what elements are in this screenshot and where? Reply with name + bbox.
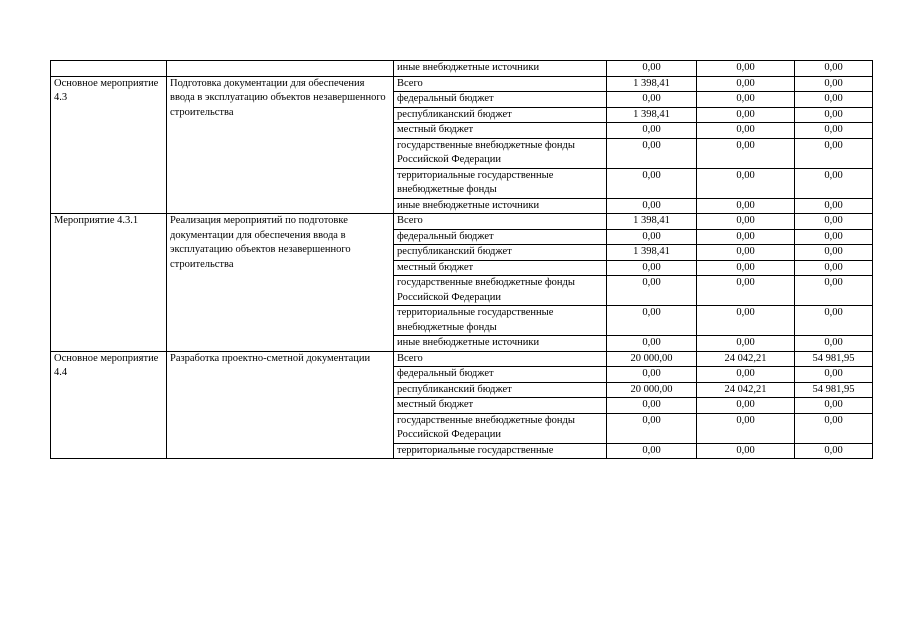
value-cell-3: 0,00	[795, 306, 873, 336]
value-cell-3: 0,00	[795, 107, 873, 123]
source-cell: федеральный бюджет	[394, 92, 607, 108]
value-cell-3: 0,00	[795, 76, 873, 92]
value-cell-1: 1 398,41	[607, 76, 697, 92]
value-cell-3: 54 981,95	[795, 351, 873, 367]
empty-name-cell	[167, 61, 394, 77]
value-cell-1: 20 000,00	[607, 351, 697, 367]
source-cell: Всего	[394, 76, 607, 92]
activity-code-cell: Основное мероприятие 4.4	[51, 351, 167, 459]
budget-table	[50, 60, 873, 459]
value-cell-2: 0,00	[697, 123, 795, 139]
value-cell-2: 0,00	[697, 443, 795, 459]
value-cell-3: 0,00	[795, 413, 873, 443]
source-cell: иные внебюджетные источники	[394, 198, 607, 214]
value-cell-1: 0,00	[607, 168, 697, 198]
source-cell: государственные внебюджетные фонды Российской Федерации	[394, 413, 607, 443]
value-cell-1: 0,00	[607, 367, 697, 383]
value-cell-3: 0,00	[795, 276, 873, 306]
value-cell-3: 0,00	[795, 92, 873, 108]
value-cell-2: 0,00	[697, 245, 795, 261]
value-cell-2: 0,00	[697, 107, 795, 123]
value-cell-3: 0,00	[795, 123, 873, 139]
value-cell-3: 0,00	[795, 214, 873, 230]
value-cell-3: 0,00	[795, 398, 873, 414]
value-cell-3: 0,00	[795, 245, 873, 261]
value-cell-2: 0,00	[697, 61, 795, 77]
source-cell: республиканский бюджет	[394, 245, 607, 261]
value-cell-1: 0,00	[607, 123, 697, 139]
value-cell-1: 0,00	[607, 260, 697, 276]
value-cell-1: 0,00	[607, 138, 697, 168]
source-cell: территориальные государственные внебюджетные фонды	[394, 306, 607, 336]
value-cell-3: 0,00	[795, 198, 873, 214]
value-cell-2: 0,00	[697, 306, 795, 336]
value-cell-2: 0,00	[697, 398, 795, 414]
value-cell-1: 0,00	[607, 92, 697, 108]
activity-code-cell: Основное мероприятие 4.3	[51, 76, 167, 214]
source-cell: иные внебюджетные источники	[394, 61, 607, 77]
value-cell-2: 0,00	[697, 168, 795, 198]
value-cell-3: 0,00	[795, 138, 873, 168]
activity-name-cell: Реализация мероприятий по подготовке документации для обеспечения ввода в эксплуатацию объектов незавершенного строительства	[167, 214, 394, 352]
source-cell: иные внебюджетные источники	[394, 336, 607, 352]
value-cell-1: 1 398,41	[607, 245, 697, 261]
value-cell-1: 0,00	[607, 229, 697, 245]
table-row	[51, 76, 873, 92]
value-cell-1: 0,00	[607, 306, 697, 336]
value-cell-1: 1 398,41	[607, 214, 697, 230]
source-cell: государственные внебюджетные фонды Российской Федерации	[394, 276, 607, 306]
activity-code-cell: Мероприятие 4.3.1	[51, 214, 167, 352]
value-cell-2: 0,00	[697, 138, 795, 168]
source-cell: республиканский бюджет	[394, 382, 607, 398]
table-row	[51, 214, 873, 230]
value-cell-3: 0,00	[795, 443, 873, 459]
value-cell-3: 0,00	[795, 168, 873, 198]
value-cell-2: 0,00	[697, 214, 795, 230]
value-cell-3: 0,00	[795, 61, 873, 77]
value-cell-1: 0,00	[607, 443, 697, 459]
source-cell: местный бюджет	[394, 398, 607, 414]
value-cell-2: 0,00	[697, 413, 795, 443]
value-cell-2: 0,00	[697, 229, 795, 245]
value-cell-2: 24 042,21	[697, 382, 795, 398]
value-cell-2: 0,00	[697, 92, 795, 108]
value-cell-2: 0,00	[697, 276, 795, 306]
value-cell-3: 0,00	[795, 260, 873, 276]
value-cell-3: 54 981,95	[795, 382, 873, 398]
value-cell-1: 0,00	[607, 198, 697, 214]
value-cell-2: 24 042,21	[697, 351, 795, 367]
value-cell-3: 0,00	[795, 229, 873, 245]
source-cell: местный бюджет	[394, 260, 607, 276]
value-cell-3: 0,00	[795, 367, 873, 383]
activity-name-cell: Подготовка документации для обеспечения ввода в эксплуатацию объектов незавершенного строительства	[167, 76, 394, 214]
table-row	[51, 61, 873, 77]
value-cell-1: 0,00	[607, 276, 697, 306]
value-cell-3: 0,00	[795, 336, 873, 352]
value-cell-1: 0,00	[607, 61, 697, 77]
value-cell-2: 0,00	[697, 260, 795, 276]
source-cell: федеральный бюджет	[394, 367, 607, 383]
source-cell: федеральный бюджет	[394, 229, 607, 245]
value-cell-2: 0,00	[697, 336, 795, 352]
source-cell: территориальные государственные внебюджетные фонды	[394, 168, 607, 198]
value-cell-1: 0,00	[607, 413, 697, 443]
table-row	[51, 351, 873, 367]
source-cell: местный бюджет	[394, 123, 607, 139]
source-cell: Всего	[394, 214, 607, 230]
empty-code-cell	[51, 61, 167, 77]
value-cell-1: 20 000,00	[607, 382, 697, 398]
activity-name-cell: Разработка проектно-сметной документации	[167, 351, 394, 459]
source-cell: Всего	[394, 351, 607, 367]
value-cell-2: 0,00	[697, 76, 795, 92]
source-cell: территориальные государственные	[394, 443, 607, 459]
value-cell-2: 0,00	[697, 198, 795, 214]
value-cell-1: 0,00	[607, 398, 697, 414]
source-cell: республиканский бюджет	[394, 107, 607, 123]
value-cell-1: 0,00	[607, 336, 697, 352]
value-cell-2: 0,00	[697, 367, 795, 383]
source-cell: государственные внебюджетные фонды Российской Федерации	[394, 138, 607, 168]
value-cell-1: 1 398,41	[607, 107, 697, 123]
